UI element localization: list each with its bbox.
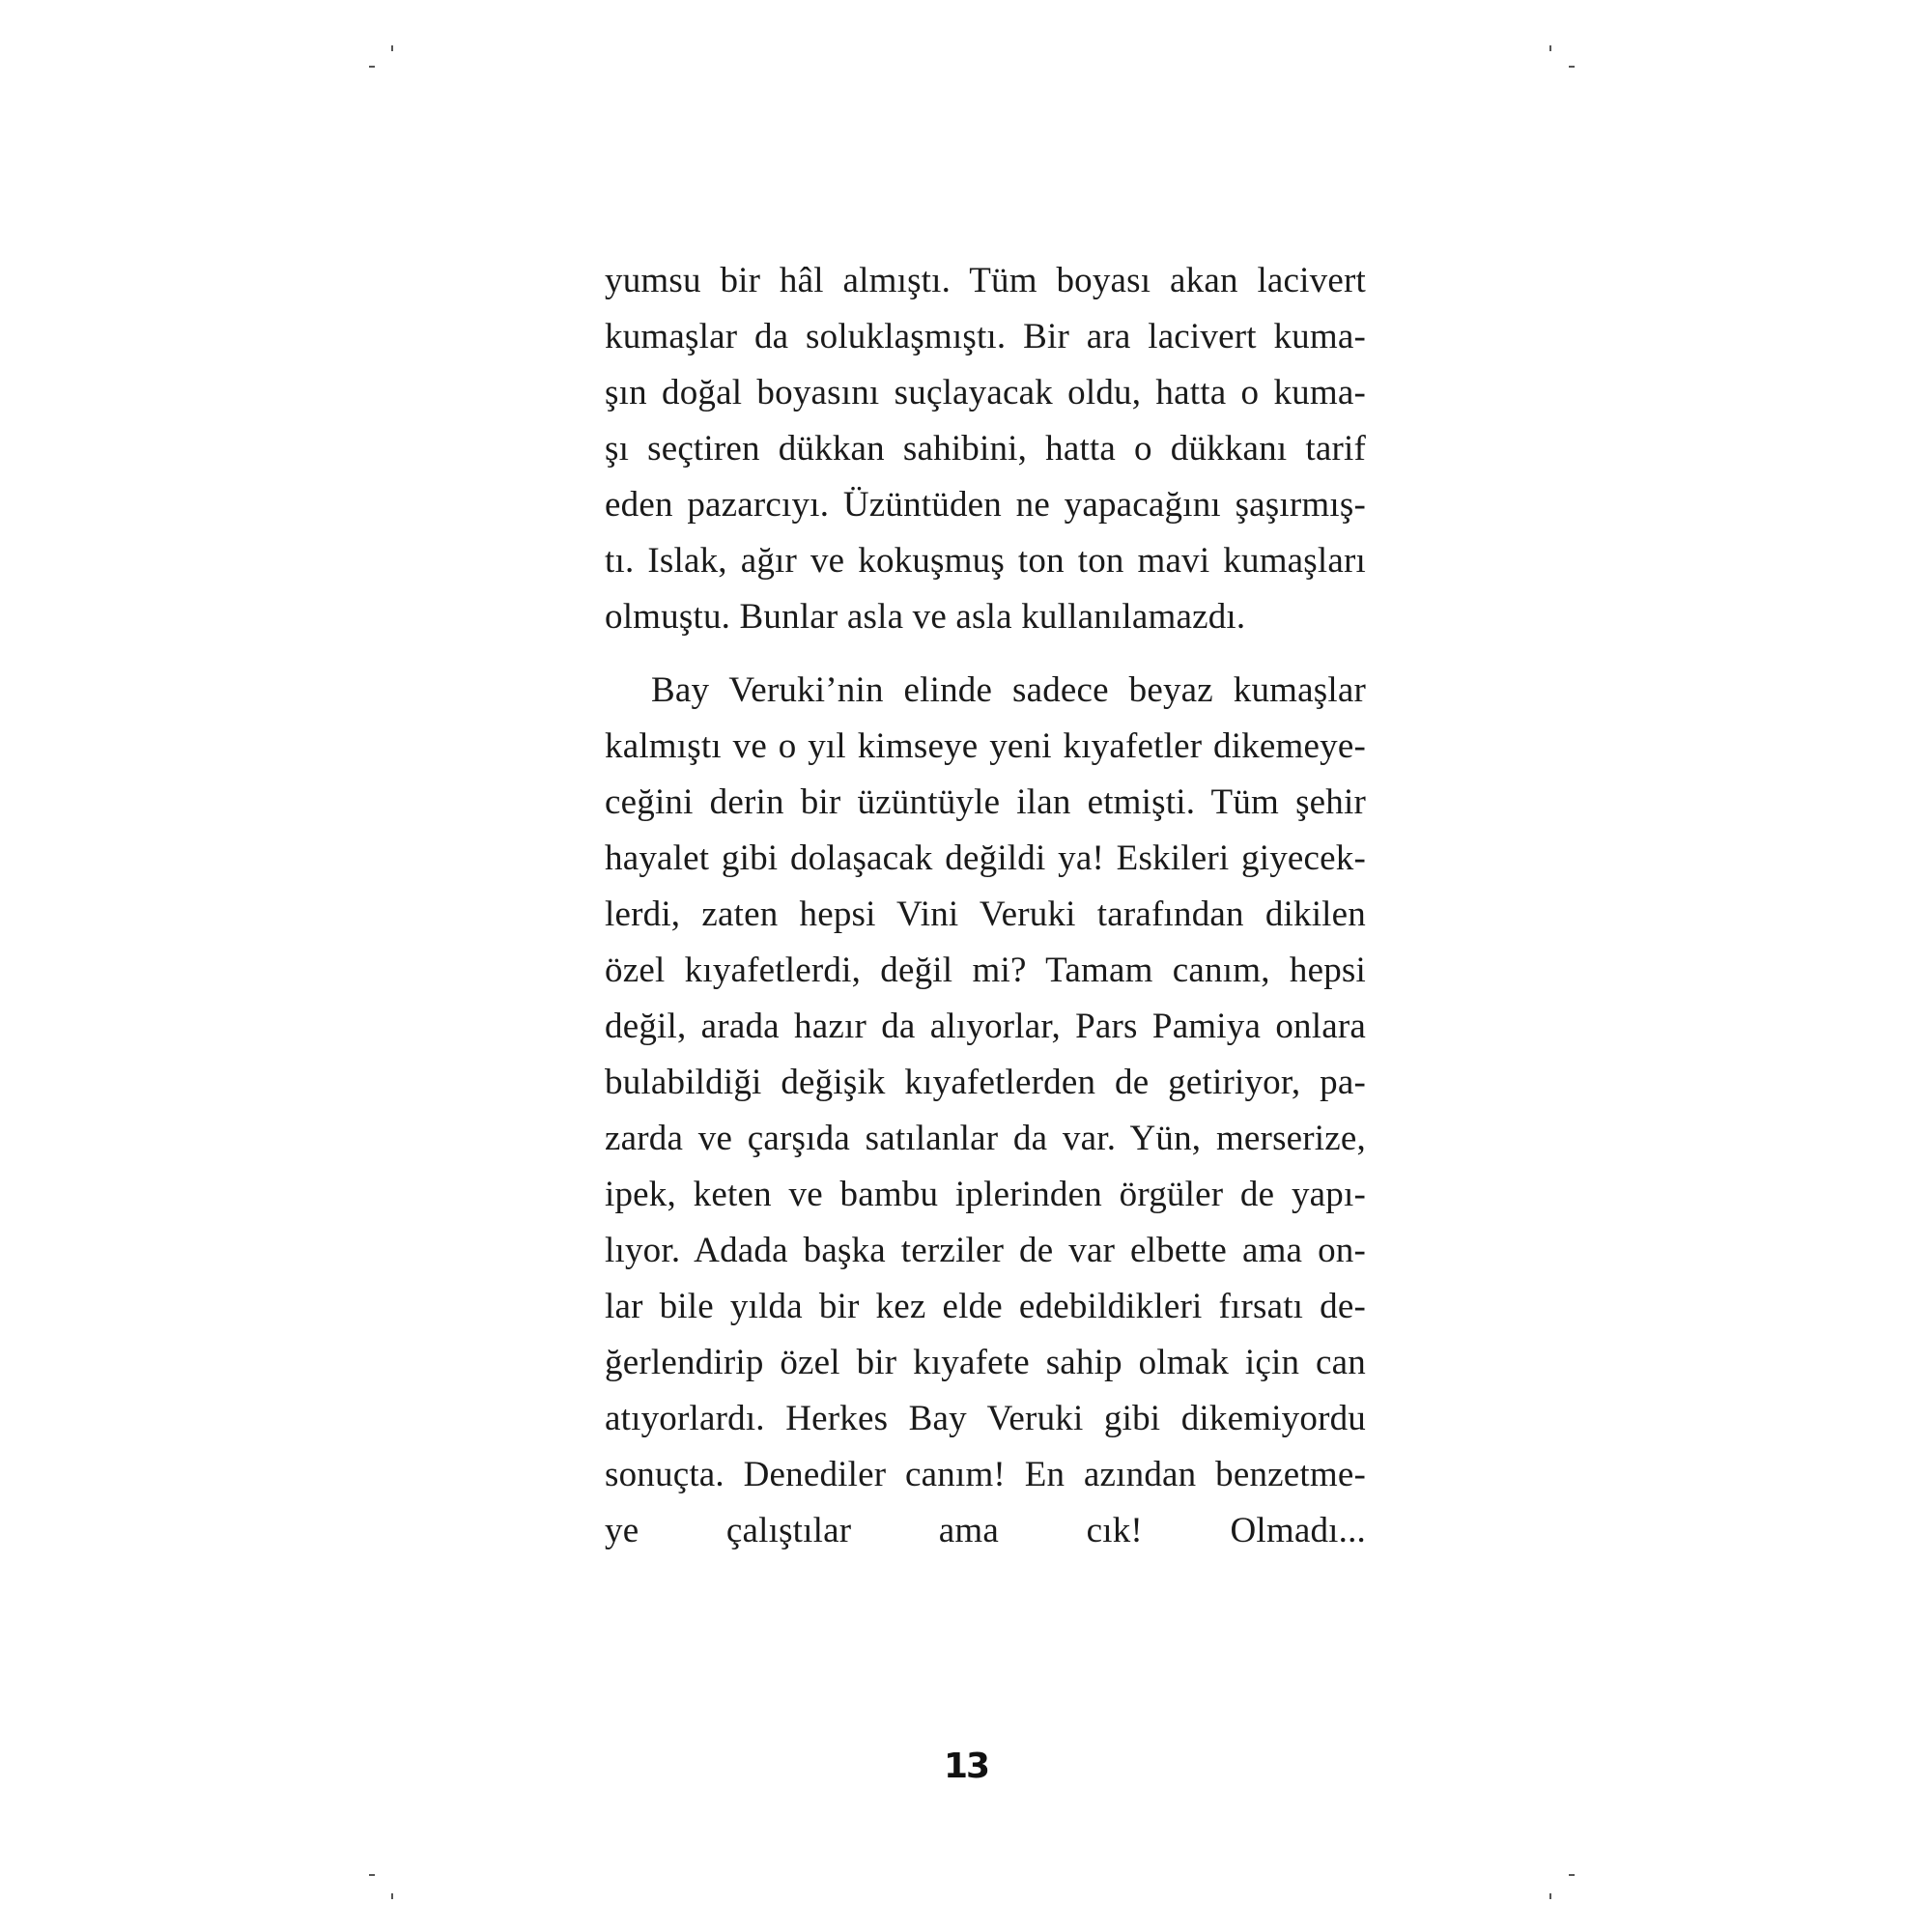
crop-mark-bottom-left-h [369, 1874, 375, 1876]
crop-mark-top-left-v [391, 45, 393, 51]
text-line: ye çalıştılar ama cık! Olmadı... [605, 1511, 1366, 1550]
text-line: lıyor. Adada başka terziler de var elbette ama on- [605, 1231, 1366, 1270]
text-line: kumaşlar da soluklaşmıştı. Bir ara lacivert kuma- [605, 317, 1366, 356]
paragraph-2 [605, 663, 1366, 1615]
paragraph-1 [605, 253, 1366, 645]
crop-mark-top-left-h [369, 66, 375, 68]
page-number: 13 [943, 1747, 989, 1786]
crop-mark-bottom-right-v [1549, 1893, 1551, 1899]
text-line: ğerlendirip özel bir kıyafete sahip olmak için can [605, 1343, 1366, 1382]
text-line: Bay Veruki’nin elinde sadece beyaz kumaşlar [651, 670, 1366, 710]
paragraph-gap [605, 645, 1366, 663]
text-line [605, 1559, 1366, 1615]
text-line: hayalet gibi dolaşacak değildi ya! Eskileri giyecek- [605, 838, 1366, 878]
text-line: lar bile yılda bir kez elde edebildikleri fırsatı de- [605, 1287, 1366, 1326]
text-line: ceğini derin bir üzüntüyle ilan etmişti. Tüm şehir [605, 782, 1366, 822]
text-line: olmuştu. Bunlar asla ve asla kullanılamazdı. [605, 597, 1246, 637]
text-line: şı seçtiren dükkan sahibini, hatta o dükkanı tarif [605, 429, 1366, 469]
text-line: bulabildiği değişik kıyafetlerden de getiriyor, pa- [605, 1063, 1366, 1102]
text-line: lerdi, zaten hepsi Vini Veruki tarafından dikilen [605, 895, 1366, 934]
crop-mark-top-right-v [1549, 45, 1551, 51]
text-line: değil, arada hazır da alıyorlar, Pars Pamiya onlara [605, 1007, 1366, 1046]
text-line: eden pazarcıyı. Üzüntüden ne yapacağını şaşırmış- [605, 485, 1366, 525]
text-line: zarda ve çarşıda satılanlar da var. Yün, merserize, [605, 1119, 1366, 1158]
text-line: sonuçta. Denediler canım! En azından benzetme- [605, 1455, 1366, 1494]
crop-mark-bottom-left-v [391, 1893, 393, 1899]
text-line: kalmıştı ve o yıl kimseye yeni kıyafetler dikemeye- [605, 726, 1366, 766]
crop-mark-top-right-h [1569, 66, 1575, 68]
body-text [605, 253, 1366, 1615]
text-line: ipek, keten ve bambu iplerinden örgüler de yapı- [605, 1175, 1366, 1214]
text-line: tı. Islak, ağır ve kokuşmuş ton ton mavi kumaşları [605, 541, 1366, 581]
text-line: şın doğal boyasını suçlayacak oldu, hatta o kuma- [605, 373, 1366, 412]
text-line: özel kıyafetlerdi, değil mi? Tamam canım, hepsi [605, 951, 1366, 990]
text-line: yumsu bir hâl almıştı. Tüm boyası akan lacivert [605, 261, 1366, 300]
text-line: atıyorlardı. Herkes Bay Veruki gibi dikemiyordu [605, 1399, 1366, 1438]
crop-mark-bottom-right-h [1569, 1874, 1575, 1876]
